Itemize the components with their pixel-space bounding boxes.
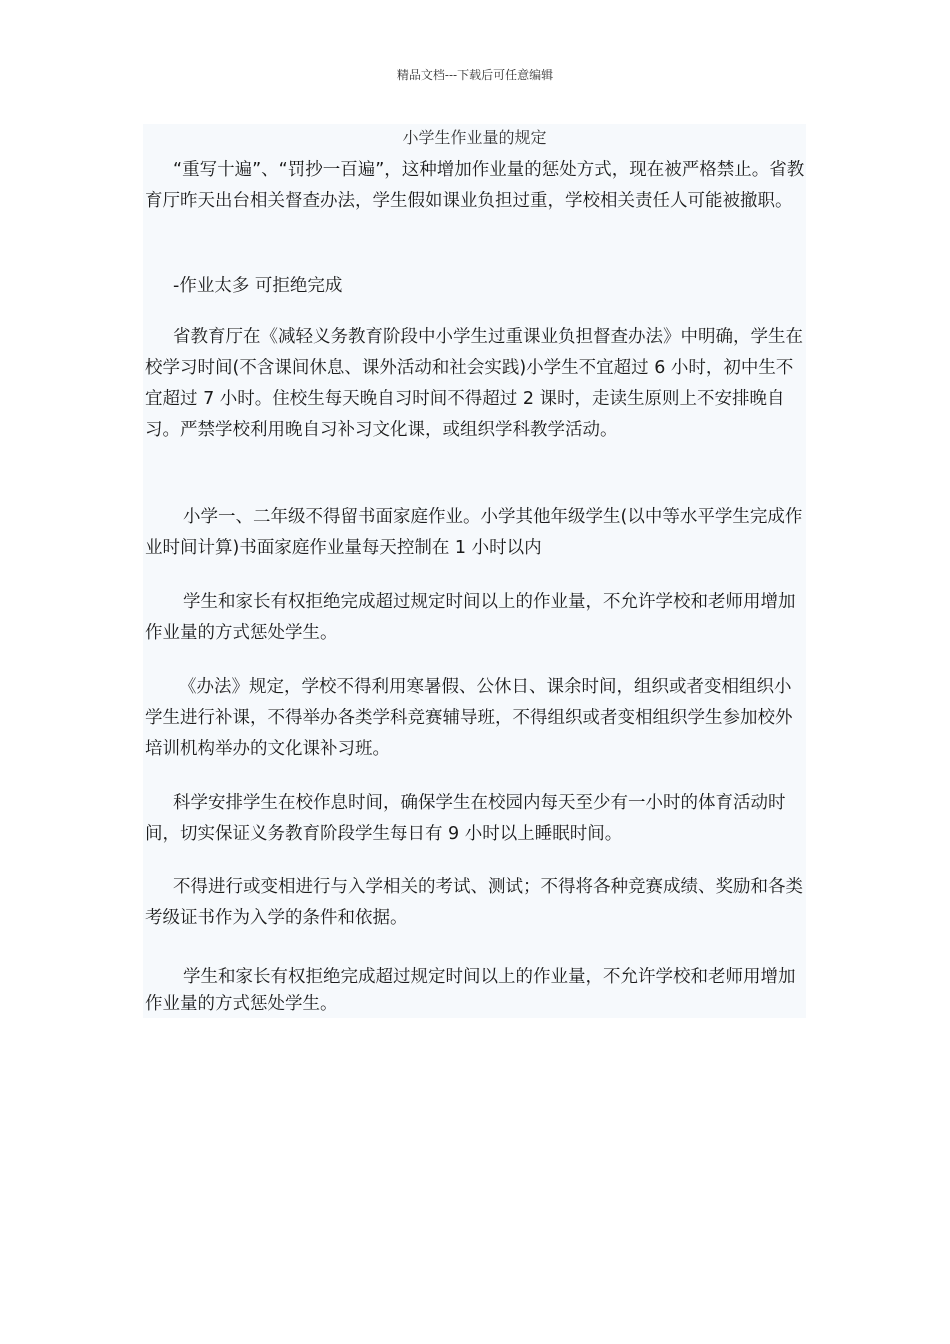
paragraph: 不得进行或变相进行与入学相关的考试、测试；不得将各种竞赛成绩、奖励和各类考级证书作为入学的条件和依据。: [145, 877, 803, 928]
paragraph: 科学安排学生在校作息时间，确保学生在校园内每天至少有一小时的体育活动时间，切实保证义务教育阶段学生每日有 9 小时以上睡眠时间。: [145, 793, 786, 844]
page-header: 精品文档---下载后可任意编辑: [396, 68, 554, 82]
paragraph: 《办法》规定，学校不得利用寒暑假、公休日、课余时间，组织或者变相组织小学生进行补课，不得举办各类学科竞赛辅导班，不得组织或者变相组织学生参加校外培训机构举办的文化课补习班。: [145, 677, 793, 759]
document-title: 小学生作业量的规定: [402, 128, 547, 147]
paragraph: 学生和家长有权拒绝完成超过规定时间以上的作业量，不允许学校和老师用增加作业量的方式惩处学生。: [145, 592, 796, 643]
paragraph: 学生和家长有权拒绝完成超过规定时间以上的作业量，不允许学校和老师用增加作业量的方式惩处学生。: [145, 967, 796, 1014]
section-heading: -作业太多 可拒绝完成: [173, 276, 343, 296]
paragraph: 小学一、二年级不得留书面家庭作业。小学其他年级学生(以中等水平学生完成作业时间计算)书面家庭作业量每天控制在 1 小时以内: [145, 507, 803, 558]
paragraph: “重写十遍”、“罚抄一百遍”，这种增加作业量的惩处方式，现在被严格禁止。省教育厅昨天出台相关督查办法，学生假如课业负担过重，学校相关责任人可能被撤职。: [145, 160, 805, 211]
document-body: [143, 124, 806, 1018]
paragraph: 省教育厅在《减轻义务教育阶段中小学生过重课业负担督查办法》中明确，学生在校学习时间(不含课间休息、课外活动和社会实践)小学生不宜超过 6 小时，初中生不宜超过 7 小时。住校生每天晚自习时间不得超过 2 课时，走读生原则上不安排晚自习。严禁学校利用晚自习补习文化课，或组织学科教学活动。: [145, 327, 803, 440]
